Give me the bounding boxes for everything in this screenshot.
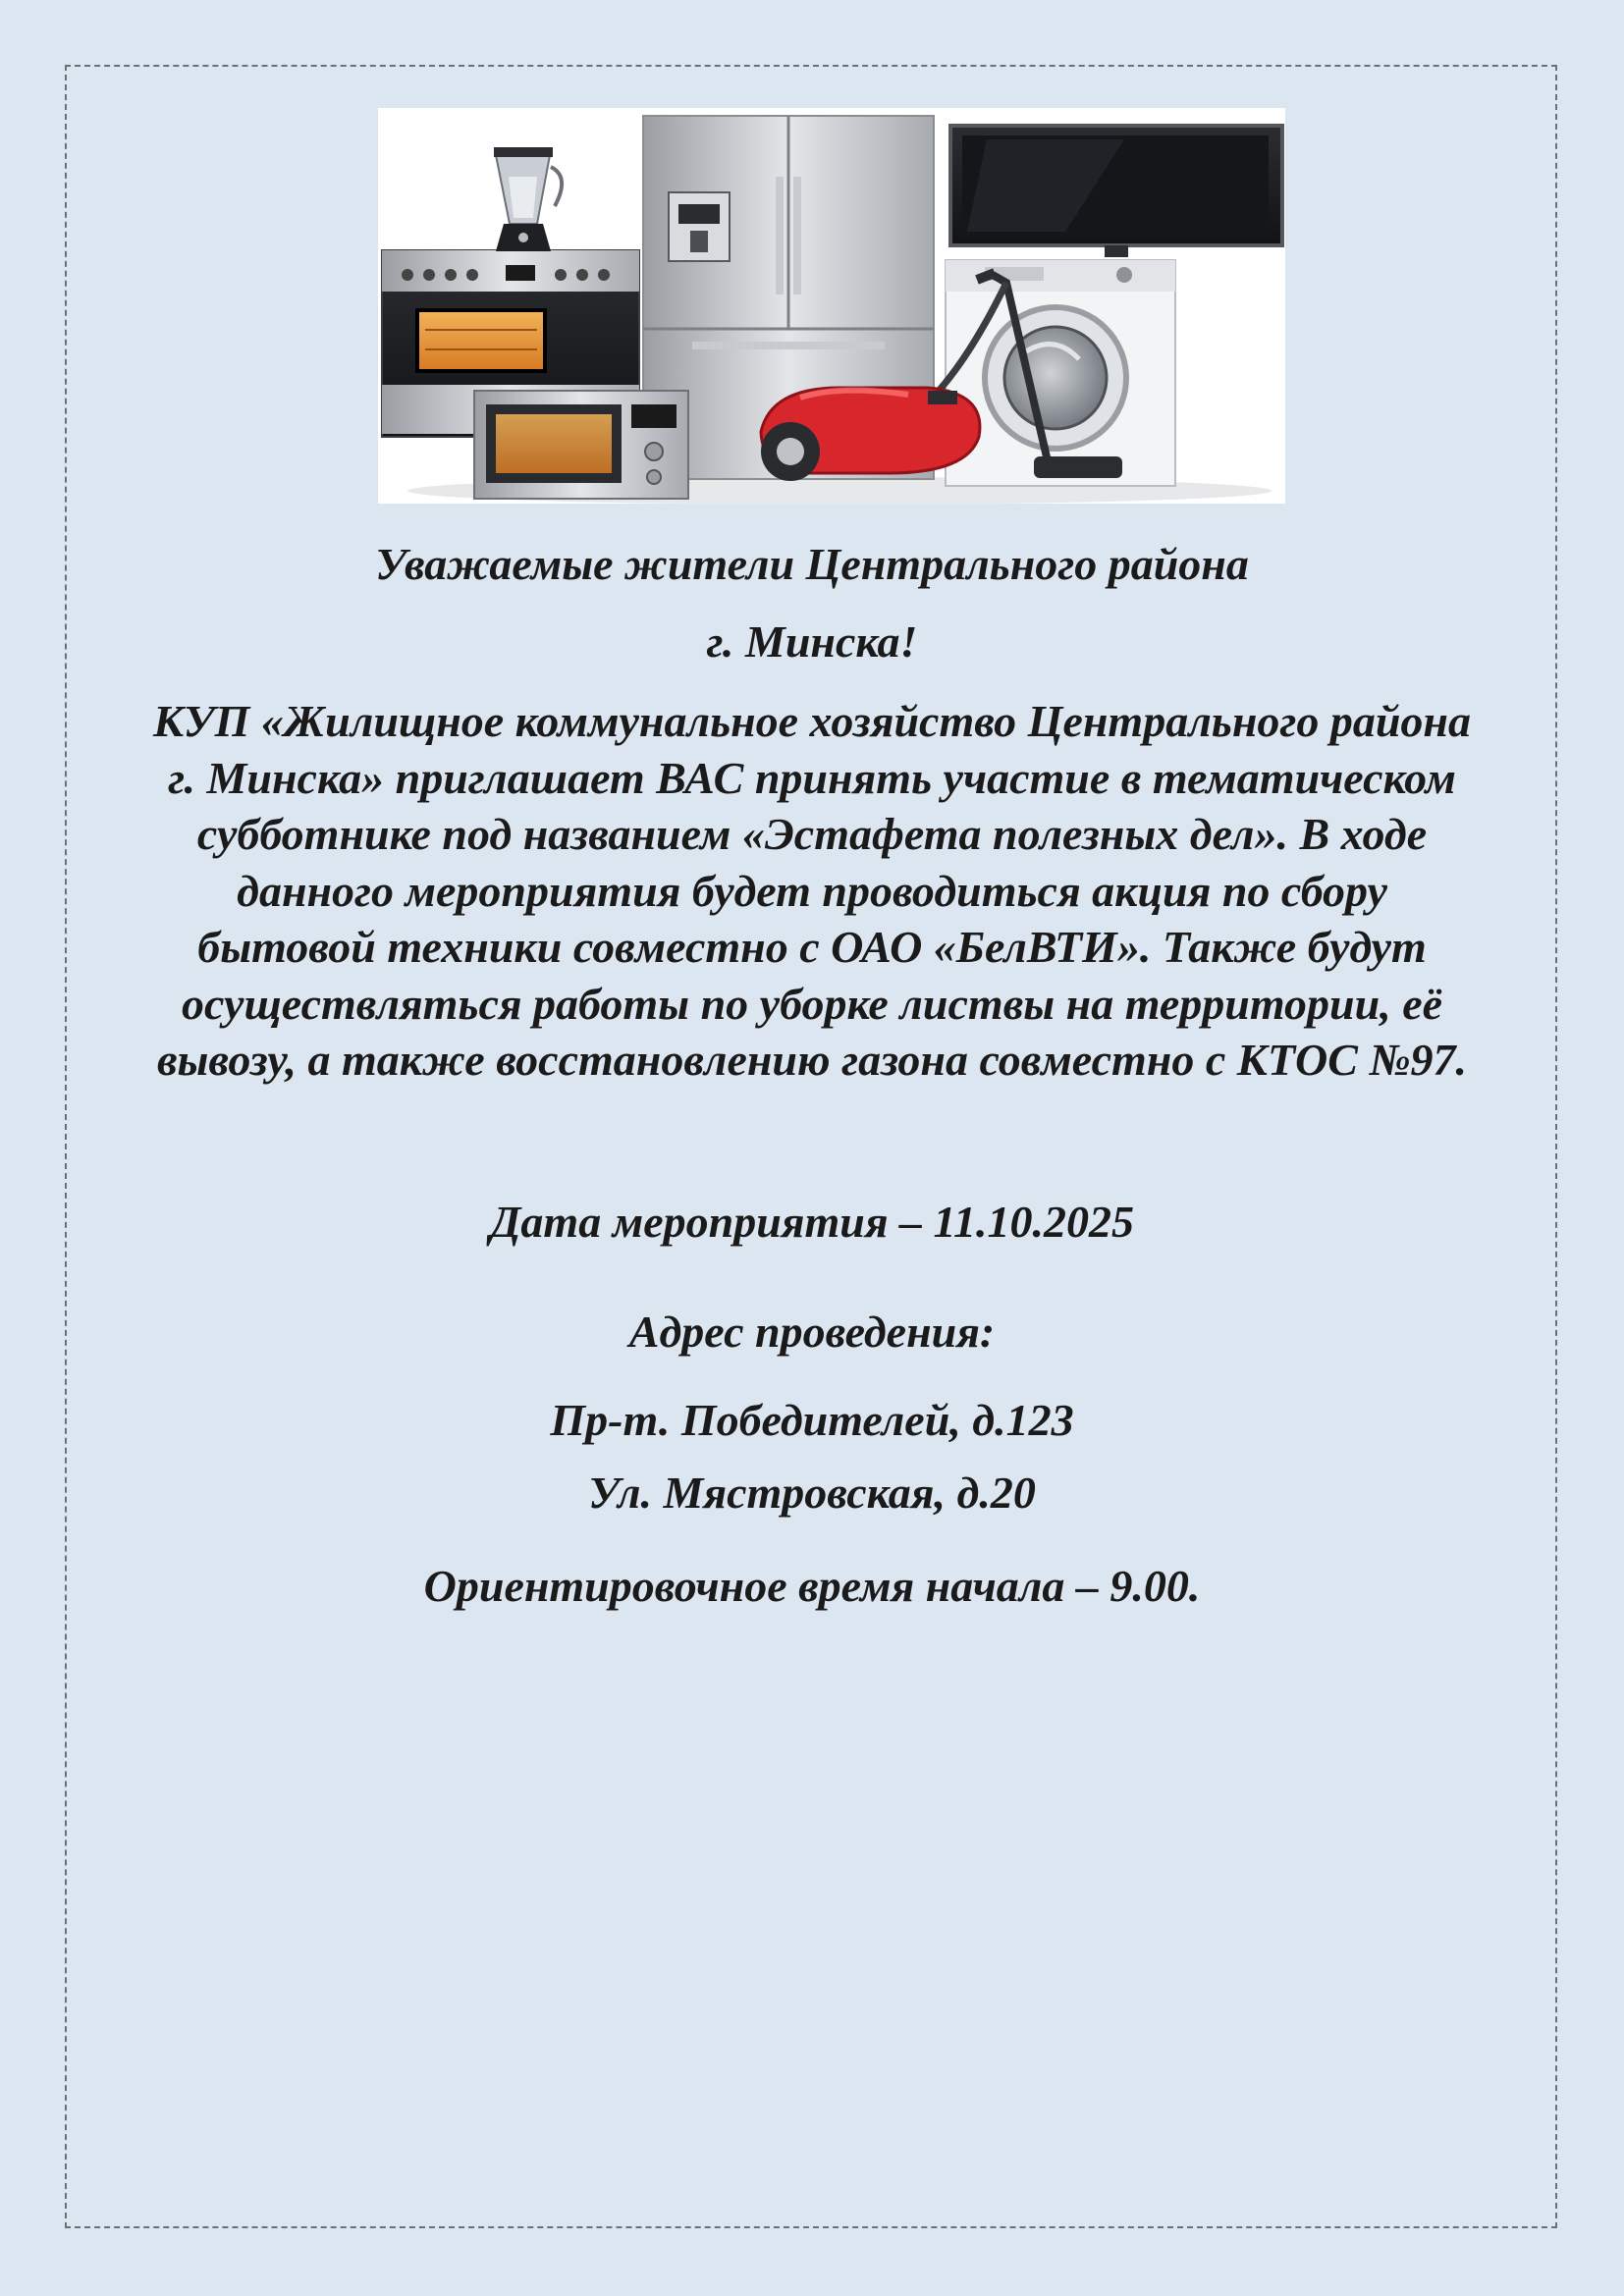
start-time: Ориентировочное время начала – 9.00.	[423, 1561, 1201, 1611]
microwave-icon	[474, 391, 688, 499]
washing-machine-icon	[946, 260, 1175, 486]
greeting-line-2: г. Минска!	[706, 616, 918, 667]
address-label: Адрес проведения:	[628, 1307, 996, 1357]
event-date: Дата мероприятия – 11.10.2025	[489, 1197, 1135, 1247]
greeting-line-1: Уважаемые жители Центрального района	[375, 539, 1249, 589]
tv-monitor-icon	[950, 126, 1282, 257]
home-appliances-image	[378, 108, 1285, 504]
address-line-2: Ул. Мястровская, д.20	[588, 1468, 1036, 1518]
invitation-body: КУП «Жилищное коммунальное хозяйство Центрального района г. Минска» приглашает ВАС принять участие в тематическом субботнике под названием «Эстафета полезных дел». В ходе данного мероприятия будет проводиться акция по сбору бытовой техники совместно с ОАО «БелВТИ». Также будут осуществляться работы по уборке листвы на территории, её вывозу, а также восстановлению газона совместно с КТОС №97.	[153, 696, 1471, 1085]
address-line-1: Пр-т. Победителей, д.123	[550, 1395, 1074, 1445]
